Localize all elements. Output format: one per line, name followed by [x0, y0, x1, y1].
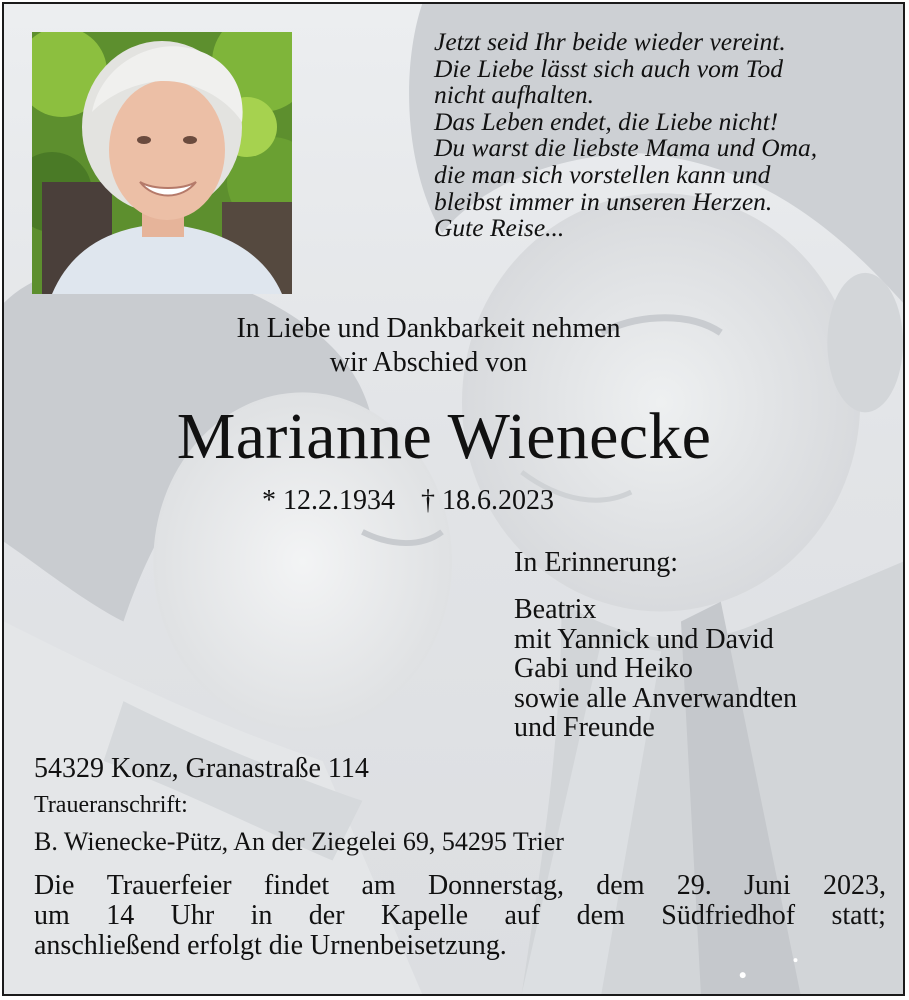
- residence-address: 54329 Konz, Granastraße 114: [34, 753, 369, 784]
- poem-line: Das Leben endet, die Liebe nicht!: [434, 106, 779, 136]
- service-line-1: [34, 871, 886, 901]
- mourner-line: Beatrix: [514, 594, 597, 625]
- poem-line: Du warst die liebste Mama und Oma,: [434, 133, 818, 163]
- funeral-service-info: [34, 871, 886, 961]
- service-word: Donnerstag,: [427, 870, 565, 901]
- service-word: Uhr: [170, 900, 215, 931]
- poem-line: die man sich vorstellen kann und: [434, 159, 771, 189]
- poem-line: bleibst immer in unseren Herzen.: [434, 186, 773, 216]
- service-word: der: [308, 900, 345, 931]
- service-line-2: [34, 901, 886, 931]
- mourner-line: sowie alle Anverwandten: [514, 682, 798, 714]
- service-word: in: [250, 900, 273, 931]
- obituary-notice: [2, 2, 905, 996]
- service-word: 14: [106, 900, 135, 931]
- service-word: Südfriedhof: [661, 900, 796, 931]
- condolence-address-label: Traueranschrift:: [34, 792, 188, 818]
- condolence-address: B. Wienecke-Pütz, An der Ziegelei 69, 54295 Trier: [34, 827, 564, 856]
- service-word: dem: [596, 870, 645, 901]
- service-word: Kapelle: [380, 900, 469, 931]
- service-word: Die: [34, 870, 75, 901]
- service-word: am: [361, 870, 396, 901]
- service-word: findet: [263, 870, 330, 901]
- service-line-3: anschließend erfolgt die Urnenbeisetzung.: [34, 930, 507, 961]
- service-word: 29.: [676, 870, 712, 901]
- death-date: † 18.6.2023: [421, 485, 554, 516]
- intro-text: [4, 312, 853, 380]
- service-word: 2023,: [822, 870, 886, 901]
- birth-date: * 12.2.1934: [262, 485, 395, 516]
- poem-line: nicht aufhalten.: [434, 80, 595, 110]
- mourner-line: mit Yannick und David: [514, 623, 774, 655]
- poem-line: Die Liebe lässt sich auch vom Tod: [434, 53, 783, 83]
- service-word: Trauerfeier: [106, 870, 232, 901]
- portrait-image: [32, 32, 292, 294]
- poem: [434, 29, 874, 242]
- intro-line: In Liebe und Dankbarkeit nehmen: [236, 313, 621, 344]
- mourner-line: Gabi und Heiko: [514, 653, 693, 685]
- poem-line: Gute Reise...: [434, 213, 565, 243]
- service-word: um: [34, 900, 70, 931]
- memory-title: In Erinnerung:: [514, 547, 679, 578]
- service-word: Juni: [744, 870, 791, 901]
- poem-line: Jetzt seid Ihr beide wieder vereint.: [434, 27, 786, 56]
- service-word: dem: [576, 900, 625, 931]
- portrait-photo: [32, 32, 292, 294]
- deceased-name: Marianne Wienecke: [176, 400, 712, 473]
- life-dates: [262, 484, 554, 518]
- service-word: auf: [504, 900, 541, 931]
- mourner-line: und Freunde: [514, 712, 655, 744]
- service-word: statt;: [831, 900, 886, 931]
- mourners-list: [514, 595, 797, 743]
- intro-line: wir Abschied von: [329, 347, 528, 378]
